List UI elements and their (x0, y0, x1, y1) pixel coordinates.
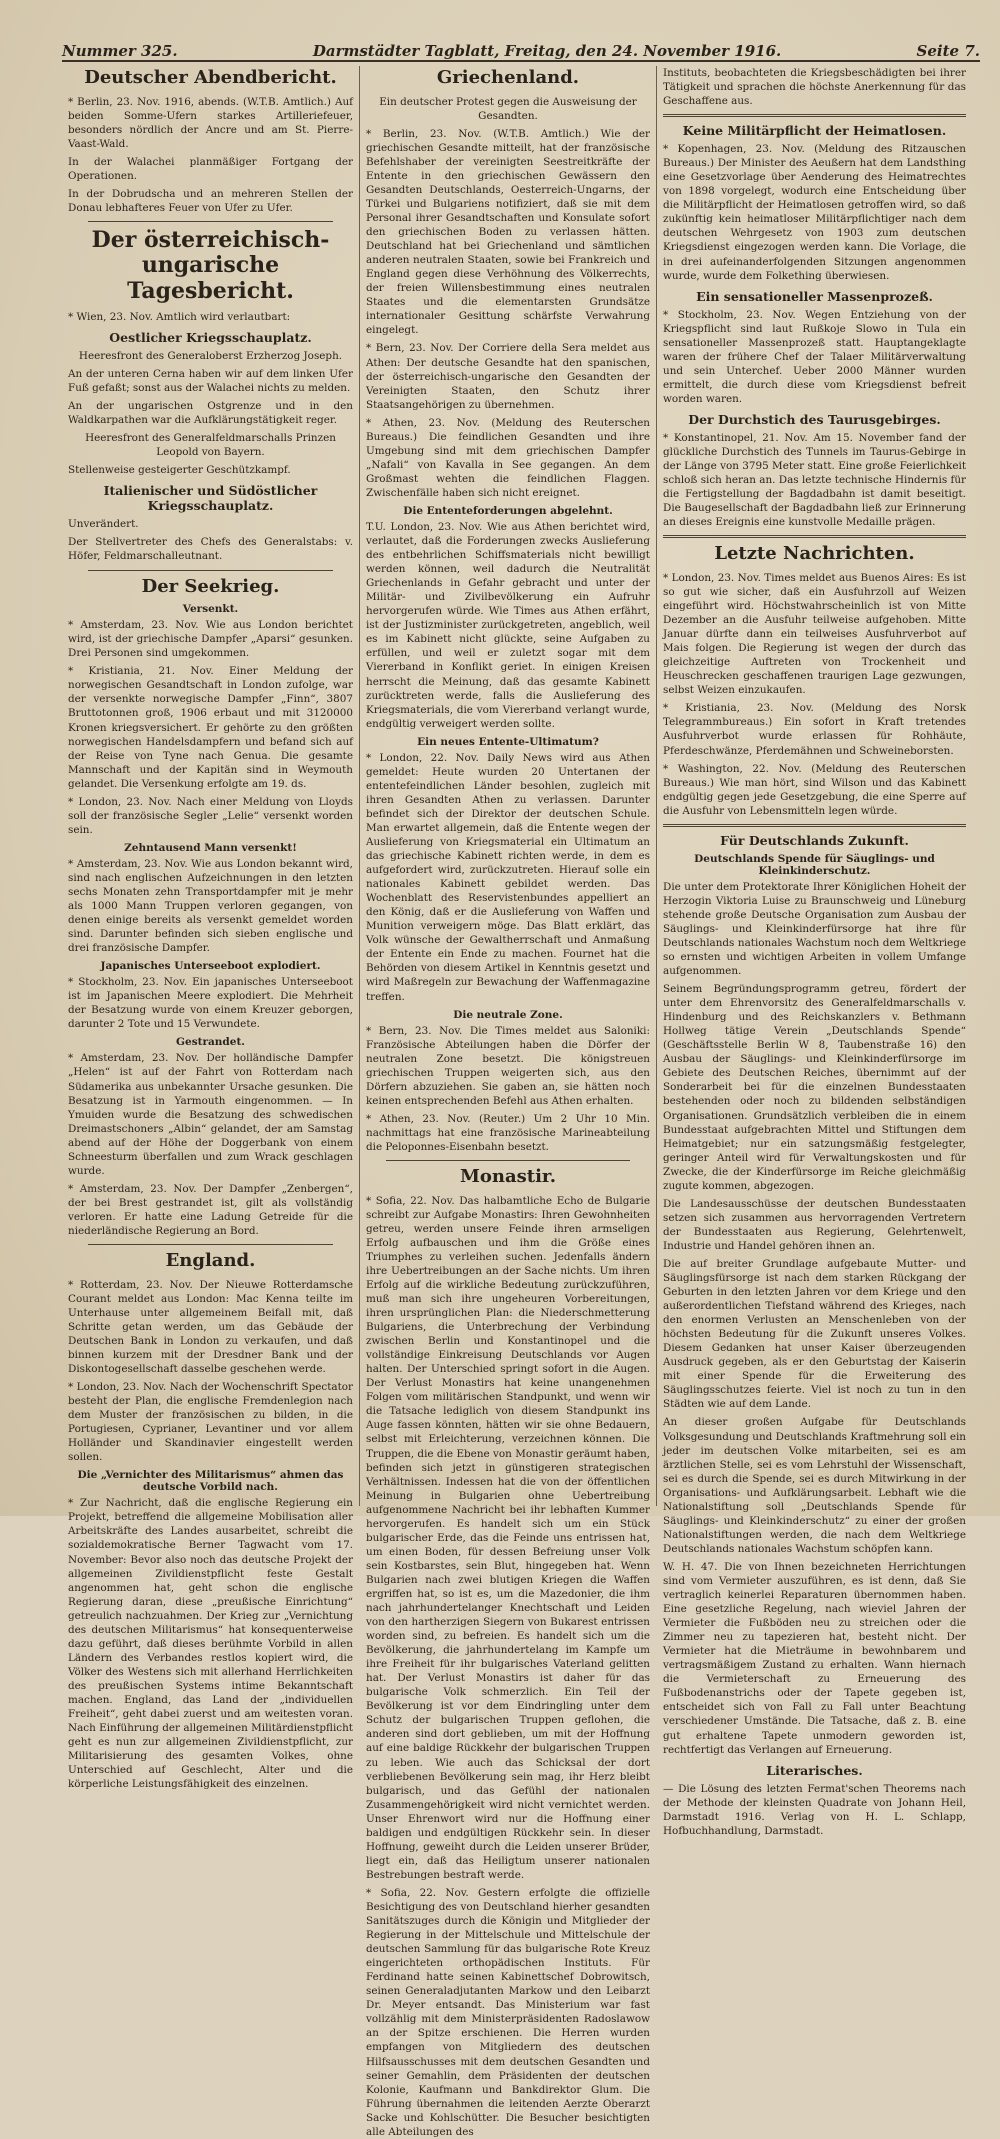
article-paragraph: Seinem Begründungsprogramm getreu, fördert der unter dem Ehrenvorsitz des Generalfeldmarschalls v. Hindenburg und des Reichskanzlers v. Bethmann Hollweg tätige Verein „Deutschlands Spende“ (Geschäftsstelle Berlin W 8, Taubenstraße 16) den Ausbau der Säuglings- und Kleinkinderfürsorge im Gebiete des Deutschen Reiches, übernimmt auf der Sonderarbeit bei für die einzelnen Bundesstaaten bestehenden oder noch zu bildenden selbständigen Organisationen. Grundsätzlich verbleiben die in einem Bundesstaat aufgebrachten Mittel und Stiftungen dem Heimatgebiet; nur ein satzungsmäßig festgelegter, geringer Anteil wird für Verwaltungskosten und für Zwecke, die der Kinderfürsorge im Reiche gleichmäßig zugute kommen, abgezogen. (663, 983, 966, 1192)
article-paragraph: * Amsterdam, 23. Nov. Der Dampfer „Zenbergen“, der bei Brest gestrandet ist, gilt als vollständig verloren. Er hatte eine Ladung Getreide für die niederländische Regierung an Bord. (68, 1182, 353, 1237)
article-paragraph: * Stockholm, 23. Nov. Ein japanisches Unterseeboot ist im Japanischen Meere explodiert. Die Mehrheit der Besatzung wurde von einem Kreuzer geborgen, darunter 2 Tote und 15 Verwundete. (68, 976, 353, 1031)
article-paragraph: An der unteren Cerna haben wir auf dem linken Ufer Fuß gefaßt; sonst aus der Walachei nichts zu melden. (68, 368, 353, 395)
subheading: Gestrandet. (176, 1036, 245, 1049)
section-title: Literarisches. (766, 1762, 863, 1778)
article-paragraph: * Amsterdam, 23. Nov. Der holländische Dampfer „Helen“ ist auf der Fahrt von Rotterdam nach Südamerika aus unbekannter Ursache gesunken. Die Besatzung ist in Yarmouth eingenommen. — In Ymuiden wurde die Besatzung des schwedischen Dreimastschoners „Albin“ gelandet, der am Samstag abend auf der Höhe der Doggerbank von einem Schneesturm überfallen und zum Wrack geschlagen wurde. (68, 1052, 353, 1177)
section-title: Der Durchstich des Taurusgebirges. (688, 411, 941, 427)
article-paragraph: * Wien, 23. Nov. Amtlich wird verlautbart: (68, 310, 291, 323)
section-title: Keine Militärpflicht der Heimatlosen. (682, 123, 947, 139)
article-paragraph: * London, 22. Nov. Daily News wird aus Athen gemeldet: Heute wurden 20 Untertanen der ententefeindlichen Länder besohlen, zugleich mit ihren Gesandten Athen zu verlassen. Darunter befindet sich der Direktor der deutschen Schule. Man erwartet allgemein, daß die Entente wegen der Auslieferung von Kriegsmaterial ein Ultimatum an das griechische Kabinett richten werde, in dem es aufgefordert wird, zurückzutreten. Hierauf solle ein nationales Kabinett gebildet werden. Das Wochenblatt des Reservistenbundes appelliert an den König, daß er die Auslieferung von Waffen und Munition verweigern möge. Das Blatt erklärt, das Volk wünsche der Gewaltherrschaft und Anmaßung der Entente ein Ende zu machen. Fournet hat die Behörden von diesem Artikel in Kenntnis gesetzt und wird Maßregeln zur Bewachung der Waffenmagazine treffen. (366, 751, 650, 1003)
article-paragraph: * Konstantinopel, 21. Nov. Am 15. November fand der glückliche Durchstich des Tunnels im Taurus-Gebirge in der Länge von 3795 Meter statt. Eine große Feierlichkeit schloß sich heran an. Das letzte technische Hindernis für die Fertigstellung der Bagdadbahn ist damit beseitigt. Die Baugesellschaft der Bagdadbahn ließ zur Erinnerung an dieses Ereignis eine kunstvolle Medaille prägen. (663, 431, 966, 529)
article-paragraph: * Kopenhagen, 23. Nov. (Meldung des Ritzauschen Bureaus.) Der Minister des Aeußern hat dem Landsthing eine Gesetzvorlage über Aenderung des Heimatrechtes von 1898 vorgelegt, wodurch eine Entscheidung über die Militärpflicht der Heimatlosen getroffen wird, so daß zukünftig kein heimatloser Militärpflichtiger nach dem deutschen Wehrgesetz von 1903 zum deutschen Kriegsdienst eingezogen werden kann. Die Vorlage, die in drei aufeinanderfolgenden Sitzungen angenommen wurde, wurde dem Folkething überwiesen. (663, 143, 966, 282)
subheading: Die Ententeforderungen abgelehnt. (403, 505, 613, 517)
article-paragraph: Stellenweise gesteigerter Geschützkampf. (68, 464, 291, 477)
article-paragraph: * Berlin, 23. Nov. 1916, abends. (W.T.B. Amtlich.) Auf beiden Somme-Ufern starkes Artilleriefeuer, besonders nördlich der Ancre und am St. Pierre-Vaast-Wald. (68, 95, 353, 150)
subheading: Versenkt. (182, 603, 239, 616)
article-paragraph: * Washington, 22. Nov. (Meldung des Reuterschen Bureaus.) Wie man hört, sind Wilson und das Kabinett endgültig gegen jede Gesetzgebung, die eine Sperre auf die Ausfuhr von Lebensmitteln legen würde. (663, 762, 966, 817)
article-paragraph: Der Stellvertreter des Chefs des Generalstabs: v. Höfer, Feldmarschalleutnant. (68, 536, 353, 563)
headline: Der Seekrieg. (141, 575, 280, 597)
article-paragraph: Heeresfront des Generalfeldmarschalls Prinzen Leopold von Bayern. (85, 432, 336, 459)
article-paragraph: In der Dobrudscha und an mehreren Stellen der Donau lebhafteres Feuer von Ufer zu Ufer. (68, 187, 353, 215)
article-paragraph: Heeresfront des Generaloberst Erzherzog Joseph. (78, 350, 343, 362)
article-paragraph: * Amsterdam, 23. Nov. Wie aus London bekannt wird, sind nach englischen Aufzeichnungen in den letzten sechs Monaten zehn Transportdampfer mit je mehr als 1000 Mann Truppen verloren gegangen, von denen einige bereits als versenkt gemeldet worden sind. Darunter befinden sich sieben englische und drei französische Dampfer. (68, 857, 353, 955)
subheading: Zehntausend Mann versenkt! (124, 841, 297, 854)
article-paragraph: Die unter dem Protektorate Ihrer Königlichen Hoheit der Herzogin Viktoria Luise zu Braunschweig und Lüneburg stehende große Deutsche Organisation zum Ausbau der Säuglings- und Kleinkinderfürsorge hat ihre für Deutschlands nationales Wachstum noch dem Weltkriege so ernsten und wichtigen Arbeiten in vollem Umfange aufgenommen. (663, 880, 966, 978)
article-paragraph: In der Walachei planmäßiger Fortgang der Operationen. (68, 155, 353, 182)
article-paragraph: W. H. 47. Die von Ihnen bezeichneten Herrichtungen sind vom Vermieter auszuführen, es ist denn, daß Sie vertraglich keinerlei Reparaturen übernommen haben. Eine gesetzliche Regelung, nach wieviel Jahren der Vermieter die Fußböden neu zu streichen oder die Zimmer neu zu tapezieren hat, besteht nicht. Der Vermieter hat die Mieträume in bewohnbarem und vertragsmäßigem Zustand zu erhalten. Wann hiernach die Vermieterschaft zu Erneuerung des Fußbodenanstrichs oder der Tapete gegeben ist, entscheidet sich von Fall zu Fall unter Beachtung verschiedener Umstände. Die Tatsache, daß z. B. eine gut erhaltene Tapete unmodern geworden ist, rechtfertigt das Verlangen auf Erneuerung. (663, 1560, 966, 1756)
article-paragraph: * Bern, 23. Nov. Der Corriere della Sera meldet aus Athen: Der deutsche Gesandte hat den spanischen, der österreichisch-ungarische den Gesandten der Vereinigten Staaten, den Schutz ihrer Staatsangehörigen zu übernehmen. (366, 342, 650, 411)
article-paragraph: — Die Lösung des letzten Fermat'schen Theorems nach der Methode der kleinsten Quadrate von Johann Heil, Darmstadt 1916. Verlag von H. L. Schlapp, Hofbuchhandlung, Darmstadt. (663, 1782, 966, 1837)
section-title: Italienischer und Südöstlicher Kriegsschauplatz. (103, 483, 318, 514)
headline: England. (165, 1250, 256, 1272)
article-paragraph: * Berlin, 23. Nov. (W.T.B. Amtlich.) Wie der griechischen Gesandte mitteilt, hat der französische Befehlshaber der vereinigten Seestreitkräfte der Entente in den griechischen Gewässern den Gesandten Deutschlands, Oesterreich-Ungarns, der Türkei und Bulgariens notifiziert, daß sie mit dem Personal ihrer Gesandtschaften und Konsulate sofort den griechischen Boden zu verlassen hätten. Deutschland hat bei Griechenland und sämtlichen anderen neutralen Staaten, sowie bei Frankreich und England gegen diese Verhöhnung des Völkerrechts, der freien Willensbestimmung eines neutralen Staates und die elementarsten Grundsätze internationaler Gesittung schärfste Verwahrung eingelegt. (366, 127, 650, 337)
subheading: Die „Vernichter des Militarismus“ ahmen das deutsche Vorbild nach. (77, 1469, 344, 1494)
article-paragraph: * Sofia, 22. Nov. Gestern erfolgte die offizielle Besichtigung des von Deutschland hierher gesandten Sanitätszuges durch die Königin und Mitglieder der Regierung in der Mittelschule und Mittelschule der deutschen Sammlung für das bulgarische Rote Kreuz eingerichteten orthopädischen Instituts. Für Ferdinand hatte seinen Kabinettschef Dobrowitsch, seinen Generaladjutanten Markow und den Leibarzt Dr. Meyer entsandt. Das Ministerium war fast vollzählig mit dem Ministerpräsidenten Radoslawow an der Spitze erschienen. Die Herren wurden empfangen von Mitgliedern des deutschen Hilfsausschusses mit dem deutschen Gesandten und seiner Gemahlin, dem Präsidenten der deutschen Kolonie, Kaufmann und Bankdirektor Glum. Die Führung übernahmen die leitenden Aerzte Oberarzt Sacke und Kohlschütter. Die Besucher besichtigten alle Abteilungen des (366, 1886, 650, 2138)
divider (386, 1160, 630, 1161)
article-paragraph: * Kristiania, 23. Nov. (Meldung des Norsk Telegrammbureaus.) Ein sofort in Kraft tretendes Ausfuhrverbot wurde erlassen für Rohhäute, Pferdeschwänze, Pferdemähnen und Schweineborsten. (663, 702, 966, 757)
article-paragraph: * Athen, 23. Nov. (Reuter.) Um 2 Uhr 10 Min. nachmittags hat eine französische Marineabteilung die Peloponnes-Eisenbahn besetzt. (366, 1112, 650, 1153)
article-paragraph: Unverändert. (68, 518, 139, 531)
article-paragraph: * Kristiania, 21. Nov. Einer Meldung der norwegischen Gesandtschaft in London zufolge, war der versenkte norwegische Dampfer „Finn“, 3807 Bruttotonnen groß, 1906 erbaut und mit 3120000 Kronen kriegsversichert. Er gehörte zu den größten norwegischen Handelsdampfern und befand sich auf der Reise von Tyne nach Genua. Die gesamte Mannschaft und der Kapitän sind in Weymouth gelandet. Die Versenkung erfolgte am 19. ds. (68, 665, 353, 790)
article-paragraph: Die Landesausschüsse der deutschen Bundesstaaten setzen sich zusammen aus hervorragenden Vertretern der Bundesstaaten aus Regierung, Gelehrtenwelt, Industrie und Handel gehören ihnen an. (663, 1197, 966, 1252)
headline: Griechenland. (436, 67, 580, 88)
page-number: Seite 7. (916, 42, 980, 60)
article-paragraph: Instituts, beobachteten die Kriegsbeschädigten bei ihrer Tätigkeit und sprachen die höchste Anerkennung für das Geschaffene aus. (663, 67, 966, 108)
section-title: Oestlicher Kriegsschauplatz. (109, 330, 312, 345)
masthead: Darmstädter Tagblatt, Freitag, den 24. November 1916. (312, 42, 782, 60)
subheading: Ein neues Entente-Ultimatum? (417, 735, 599, 748)
columns (62, 66, 984, 2138)
divider (88, 221, 333, 222)
article-paragraph: * Bern, 23. Nov. Die Times meldet aus Saloniki: Französische Abteilungen haben die Dörfer der neutralen Zone besetzt. Die königstreuen griechischen Truppen weigerten sich, aus den Dörfern abzuziehen. Sie gaben an, sie hätten noch keinen entsprechenden Befehl aus Athen erhalten. (366, 1024, 650, 1107)
article-paragraph: * Zur Nachricht, daß die englische Regierung ein Projekt, betreffend die allgemeine Mobilisation aller Arbeitskräfte des Landes ausarbeitet, schreibt die sozialdemokratische Berner Tagwacht vom 17. November: Bevor also noch das deutsche Projekt der allgemeinen Zivildienstpflicht feste Gestalt angenommen hat, geht schon die englische Regierung daran, diese „preußische Einrichtung“ getreulich nachzuahmen. Der Krieg zur „Vernichtung des deutschen Militarismus“ hat konsequenterweise dazu geführt, daß dieses berühmte Vorbild in allen Ländern des Verbandes restlos kopiert wird, die Völker des Westens sich mit allerhand Herrlichkeiten des preußischen Systems intime Bekanntschaft machen. England, das Land der „individuellen Freiheit“, geht dabei zuerst und am weitesten voran. Nach Einführung der allgemeinen Militärdienstpflicht geht es nun zur allgemeinen Zivildienstpflicht, zur Militarisierung des gesamten Volkes, ohne Unterschied auf Geschlecht, Alter und die körperliche Leistungsfähigkeit des einzelnen. (68, 1497, 353, 1791)
column-2 (359, 66, 656, 2138)
column-1 (62, 66, 359, 1791)
subheading: Deutschlands Spende für Säuglings- und Kleinkinderschutz. (694, 852, 935, 877)
article-paragraph: An dieser großen Aufgabe für Deutschlands Volksgesundung und Deutschlands Kraftmehrung soll ein jeder im deutschen Volke mitarbeiten, sei es am ärztlichen Stelle, sei es vom Lehrstuhl der Wissenschaft, sei es durch die Spende, sei es durch Mitwirkung in der Organisations- und Aufklärungsarbeit. Lebhaft wie die Nationalstiftung soll „Deutschlands Spende für Säuglings- und Kleinkinderschutz“ zu einer der großen Nationalstiftungen werden, die nach dem Weltkriege Deutschlands nationales Wachstum schöpfen kann. (663, 1416, 966, 1555)
article-paragraph: Ein deutscher Protest gegen die Ausweisung der Gesandten. (379, 95, 637, 122)
article-paragraph: * London, 23. Nov. Nach der Wochenschrift Spectator besteht der Plan, die englische Fremdenlegion nach dem Muster der französischen zu bilden, in die Portugiesen, Cyprianer, Levantiner und vor allem Holländer und Skandinavier eingestellt werden sollen. (68, 1381, 353, 1464)
divider (663, 114, 966, 117)
page-header (62, 36, 980, 62)
article-paragraph: * London, 23. Nov. Times meldet aus Buenos Aires: Es ist so gut wie sicher, daß ein Ausfuhrzoll auf Weizen eingeführt wird. Höchstwahrscheinlich ist von Mitte Dezember an die Ausfuhr teilweise aufgehoben. Mitte Januar dürfte dann ein teilweises Ausfuhrverbot auf Mais folgen. Die Regierung ist wegen der durch das gleichzeitige Auftreten von Trockenheit und Heuschrecken geschaffenen traurigen Lage gezwungen, selbst Weizen einzukaufen. (663, 571, 966, 697)
article-paragraph: * Stockholm, 23. Nov. Wegen Entziehung von der Kriegspflicht sind laut Rußkoje Slowo in Tula ein sensationeller Massenprozeß statt. Hauptangeklagte waren der frühere Chef der Talaer Militärverwaltung und sein Unterchef. Ueber 2000 Männer wurden ermittelt, die durch diese vom Kriegsdienst befreit worden waren. (663, 308, 966, 405)
divider (88, 570, 333, 571)
section-title: Ein sensationeller Massenprozeß. (696, 288, 933, 304)
article-paragraph: * London, 23. Nov. Nach einer Meldung von Lloyds soll der französische Segler „Lelie“ versenkt worden sein. (68, 795, 353, 836)
divider (88, 1244, 333, 1245)
subheading: Die neutrale Zone. (453, 1008, 563, 1021)
article-paragraph: * Sofia, 22. Nov. Das halbamtliche Echo de Bulgarie schreibt zur Aufgabe Monastirs: Ihren Gewohnheiten getreu, werden unsere Feinde ihren armseligen Erfolg aufbauschen und ihm die Größe eines Triumphes zu verleihen suchen. Jedenfalls ändern ihre Uebertreibungen an der Sache nichts. Um ihren Erfolg auf die wirkliche Bedeutung zurückzuführen, muß man sich ihre ungeheuren Vorbereitungen, ihren ursprünglichen Plan: die Niederschmetterung Bulgariens, die Unterbrechung der Verbindung zwischen Berlin und Konstantinopel und die vollständige Einkreisung Deutschlands vor Augen halten. Der Unterschied springt sofort in die Augen. Der Verlust Monastirs hat keine unangenehmen Folgen vom militärischen Standpunkt, und wenn wir die Tatsache lediglich von diesem Standpunkt ins Auge fassen könnten, hätten wir sie ohne Bedauern, selbst mit Erleichterung, verzeichnen können. Die Truppen, die die Ebene von Monastir geräumt haben, befinden sich jetzt in günstigeren strategischen Verhältnissen. Indessen hat die von der öffentlichen Meinung in Bulgarien ohne Uebertreibung aufgenommene Nachricht bei ihr lebhaften Kummer hervorgerufen. Es handelt sich um ein Stück bulgarischer Erde, das die Feinde uns entrissen hat, um einen Boden, für dessen Befreiung unser Volk sein Kostbarstes, sein Blut, hingegeben hat. Wenn Bulgarien nach zwei blutigen Kriegen die Waffen ergriffen hat, so ist es, um die Mazedonier, die ihm nach jahrhundertelanger Knechtschaft und Leiden von den hartherzigen Siegern von Bukarest entrissen worden sind, zu befreien. Es handelt sich um die Bevölkerung, die jahrhundertelang im Kampfe um ihre Freiheit für ihr bulgarisches Vaterland gelitten hat. Der Verlust Monastirs ist daher für das bulgarische Volk schmerzlich. Ein Teil der Bevölkerung ist vor dem Eindringling unter dem Schutz der bulgarischen Truppen geflohen, die anderen sind dort geblieben, um mit der Hoffnung auf eine baldige Rückkehr der bulgarischen Truppen zu leben. Wie auch das Schicksal der dort verbliebenen Bevölkerung sein mag, ihr Herz bleibt bulgarisch, und das Gefühl der nationalen Zusammengehörigkeit wird nicht vernichtet werden. Unser Ehrenwort wird nur die Hoffnung einer baldigen und endgültigen Rückkehr sein. In dieser Hoffnung, geweiht durch die Leiden unserer Brüder, liegt ein, daß das Heiligtum unserer nationalen Bestrebungen bestraft werde. (366, 1194, 650, 1881)
section-title: Für Deutschlands Zukunft. (720, 832, 909, 848)
headline: Letzte Nachrichten. (714, 543, 915, 565)
divider (663, 824, 966, 827)
article-paragraph: Die auf breiter Grundlage aufgebaute Mutter- und Säuglingsfürsorge ist nach dem starken Rückgang der Geburten in den letzten Jahren vor dem Kriege und den außerordentlichen Tiefstand während des Krieges, nach den enormen Verlusten an Menschenleben von der höchsten Bedeutung für die Zukunft unseres Volkes. Diesem Gedanken hat unser Kaiser überzeugenden Ausdruck gegeben, als er den Geburtstag der Kaiserin mit einer Spende für die Erweiterung des Säuglingsschutzes feierte. Viel ist noch zu tun in den Städten wie auf dem Lande. (663, 1257, 966, 1411)
subheading: Japanisches Unterseeboot explodiert. (100, 960, 321, 973)
article-paragraph: An der ungarischen Ostgrenze und in den Waldkarpathen war die Aufklärungstätigkeit reger. (68, 400, 353, 427)
headline: Deutscher Abendbericht. (84, 67, 337, 88)
issue-number: Nummer 325. (62, 42, 178, 60)
article-paragraph: * Rotterdam, 23. Nov. Der Nieuwe Rotterdamsche Courant meldet aus London: Mac Kenna teilte im Unterhause unter allgemeinem Beifall mit, daß Schritte getan werden, um das Gebäude der Deutschen Bank in London zu verkaufen, und daß binnen kurzem mit der Dresdner Bank und der Diskontogesellschaft dasselbe geschehen werde. (68, 1278, 353, 1375)
headline: Der österreichisch-ungarische Tagesbericht. (91, 227, 330, 304)
divider (663, 535, 966, 538)
headline: Monastir. (459, 1165, 557, 1187)
column-3 (656, 66, 972, 1837)
article-paragraph: * Amsterdam, 23. Nov. Wie aus London berichtet wird, ist der griechische Dampfer „Aparsi“ gesunken. Drei Personen sind umgekommen. (68, 619, 353, 660)
article-paragraph: * Athen, 23. Nov. (Meldung des Reuterschen Bureaus.) Die feindlichen Gesandten und ihre Umgebung sind mit dem griechischen Dampfer „Nafali“ von Kavalla in See gegangen. An dem Großmast wehten die feindlichen Flaggen. Zwischenfälle haben sich nicht ereignet. (366, 416, 650, 499)
article-paragraph: T.U. London, 23. Nov. Wie aus Athen berichtet wird, verlautet, daß die Forderungen zwecks Auslieferung des entbehrlichen Schiffsmaterials nicht bewilligt werden können, weil dadurch die Neutralität Griechenlands in Gefahr gebracht und unter der Militär- und Zivilbevölkerung ein Aufruhr hervorgerufen würde. Wie Times aus Athen erfährt, ist der Justizminister zurückgetreten, angeblich, weil es im Kabinett nicht glückte, seine Aufgaben zu erfüllen, und weil er zuletzt sogar mit dem Viererband in Konflikt geriet. In einigen Kreisen herrscht die Meinung, daß das gesamte Kabinett zurücktreten werde, falls die Auslieferung des Kriegsmaterials, die vom Viererband verlangt wurde, endgültig verweigert werden sollte. (366, 521, 650, 730)
